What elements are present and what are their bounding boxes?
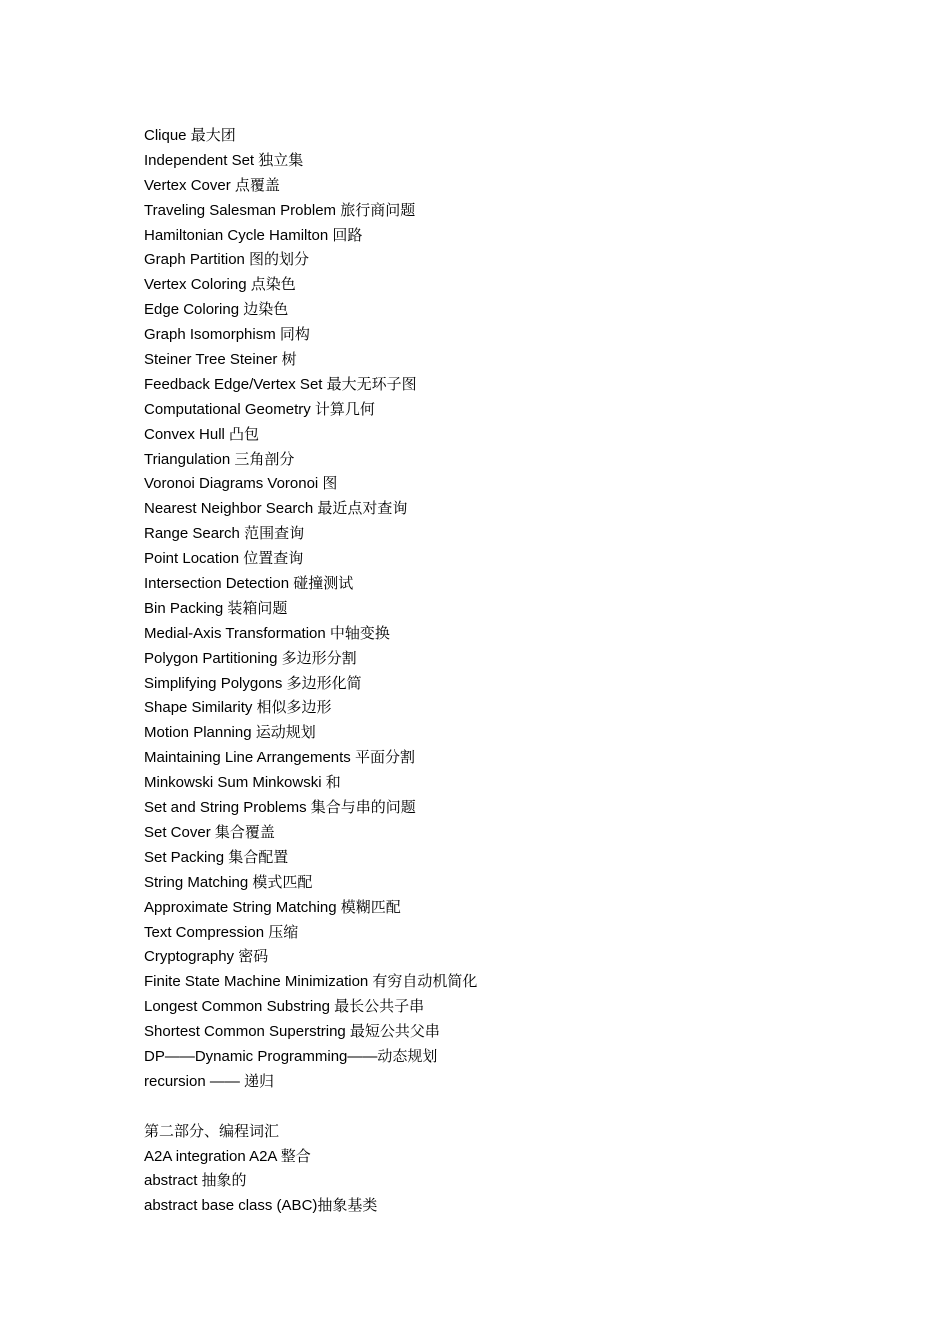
glossary-entry: Minkowski Sum Minkowski 和 bbox=[144, 774, 341, 792]
glossary-entry: Vertex Coloring 点染色 bbox=[144, 276, 296, 294]
blank-line bbox=[144, 1095, 864, 1120]
glossary-entry: Triangulation 三角剖分 bbox=[144, 450, 295, 468]
glossary-entry: Finite State Machine Minimization 有穷自动机简化 bbox=[144, 973, 478, 991]
glossary-entry: Motion Planning 运动规划 bbox=[144, 724, 316, 742]
glossary-entry: Vertex Cover 点覆盖 bbox=[144, 176, 280, 194]
glossary-entry: Clique 最大团 bbox=[144, 127, 236, 144]
glossary-entry: Hamiltonian Cycle Hamilton 回路 bbox=[144, 226, 363, 244]
glossary-entry: Computational Geometry 计算几何 bbox=[144, 400, 375, 418]
glossary-entry: A2A integration A2A 整合 bbox=[144, 1147, 311, 1165]
glossary-entry: Bin Packing 装箱问题 bbox=[144, 599, 288, 617]
glossary-entry: recursion —— 递归 bbox=[144, 1072, 275, 1090]
glossary-entry: Text Compression 压缩 bbox=[144, 923, 299, 941]
glossary-entry: Graph Isomorphism 同构 bbox=[144, 326, 310, 344]
glossary-entry: Voronoi Diagrams Voronoi 图 bbox=[144, 475, 338, 493]
glossary-entry: Feedback Edge/Vertex Set 最大无环子图 bbox=[144, 375, 417, 393]
glossary-entry: abstract 抽象的 bbox=[144, 1172, 247, 1190]
glossary-entry: Longest Common Substring 最长公共子串 bbox=[144, 998, 425, 1016]
glossary-entry: Set and String Problems 集合与串的问题 bbox=[144, 799, 416, 817]
glossary-entry: Approximate String Matching 模糊匹配 bbox=[144, 898, 401, 916]
glossary-entry: DP——Dynamic Programming——动态规划 bbox=[144, 1047, 438, 1065]
glossary-entry: Edge Coloring 边染色 bbox=[144, 301, 289, 319]
glossary-entry: Range Search 范围查询 bbox=[144, 525, 305, 543]
glossary-entry: Maintaining Line Arrangements 平面分割 bbox=[144, 749, 415, 767]
glossary-entry: Point Location 位置查询 bbox=[144, 550, 304, 568]
glossary-entry: Traveling Salesman Problem 旅行商问题 bbox=[144, 201, 416, 219]
glossary-entry: Medial-Axis Transformation 中轴变换 bbox=[144, 624, 390, 642]
glossary-entry: String Matching 模式匹配 bbox=[144, 873, 313, 891]
glossary-entry: Graph Partition 图的划分 bbox=[144, 251, 310, 269]
glossary-entry: Nearest Neighbor Search 最近点对查询 bbox=[144, 500, 408, 518]
glossary-entry: Set Packing 集合配置 bbox=[144, 848, 289, 866]
glossary-list-part2 bbox=[144, 1145, 864, 1220]
glossary-entry: Intersection Detection 碰撞测试 bbox=[144, 575, 354, 593]
glossary-entry: Cryptography 密码 bbox=[144, 948, 269, 966]
section-heading: 第二部分、编程词汇 bbox=[144, 1122, 280, 1140]
glossary-entry: Polygon Partitioning 多边形分割 bbox=[144, 649, 357, 667]
glossary-list-part1 bbox=[144, 124, 864, 1095]
glossary-entry: Shortest Common Superstring 最短公共父串 bbox=[144, 1023, 440, 1041]
glossary-entry: Simplifying Polygons 多边形化简 bbox=[144, 674, 362, 692]
glossary-entry: Set Cover 集合覆盖 bbox=[144, 823, 275, 841]
document-body bbox=[144, 124, 864, 1219]
glossary-entry: Steiner Tree Steiner 树 bbox=[144, 351, 297, 369]
glossary-entry: Shape Similarity 相似多边形 bbox=[144, 699, 332, 717]
glossary-entry: Convex Hull 凸包 bbox=[144, 425, 260, 443]
glossary-entry: abstract base class (ABC)抽象基类 bbox=[144, 1197, 378, 1215]
glossary-entry: Independent Set 独立集 bbox=[144, 151, 304, 169]
